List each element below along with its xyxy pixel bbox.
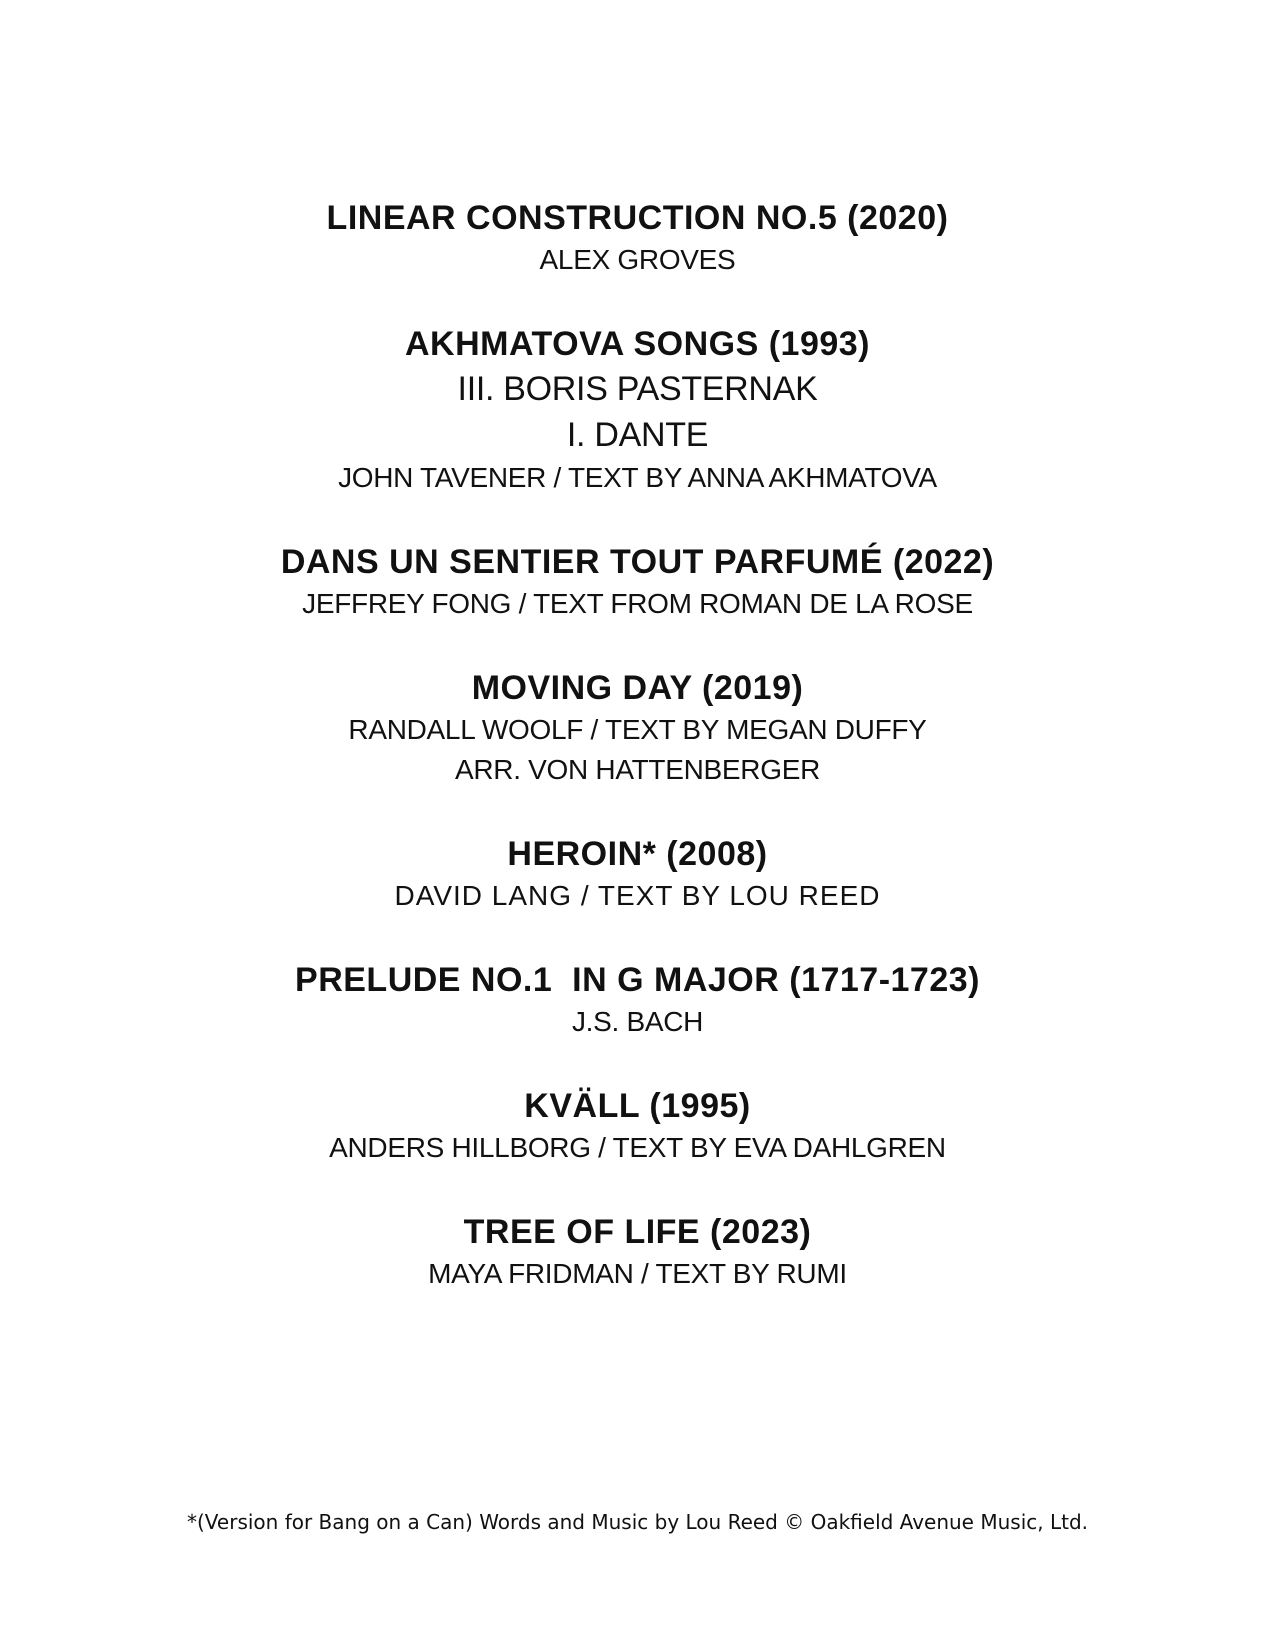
piece-title: LINEAR CONSTRUCTION NO.5 (2020) xyxy=(326,199,949,237)
composer-credit: RANDALL WOOLF / TEXT BY MEGAN DUFFY xyxy=(348,714,927,745)
piece-title: AKHMATOVA SONGS (1993) xyxy=(404,325,871,363)
piece-title: DANS UN SENTIER TOUT PARFUMÉ (2022) xyxy=(280,543,995,581)
program-item-linear-construction xyxy=(0,196,1275,280)
movement-title: III. BORIS PASTERNAK xyxy=(457,370,818,408)
program-item-heroin xyxy=(0,832,1275,916)
arranger-credit: ARR. VON HATTENBERGER xyxy=(454,754,820,785)
program-item-prelude-no1 xyxy=(0,958,1275,1042)
program-list xyxy=(0,196,1275,1336)
composer-credit: JEFFREY FONG / TEXT FROM ROMAN DE LA ROSE xyxy=(302,588,973,619)
composer-credit: ALEX GROVES xyxy=(539,244,736,275)
program-item-dans-un-sentier xyxy=(0,540,1275,624)
footnote: *(Version for Bang on a Can) Words and Music by Lou Reed © Oakfield Avenue Music, Ltd. xyxy=(186,1510,1088,1534)
composer-credit: J.S. BACH xyxy=(571,1006,704,1037)
movement-title: I. DANTE xyxy=(566,416,709,454)
piece-title: KVÄLL (1995) xyxy=(524,1087,751,1125)
piece-title: MOVING DAY (2019) xyxy=(471,669,804,707)
program-item-moving-day xyxy=(0,666,1275,790)
composer-credit: ANDERS HILLBORG / TEXT BY EVA DAHLGREN xyxy=(329,1132,946,1163)
piece-title: PRELUDE NO.1 IN G MAJOR (1717-1723) xyxy=(295,961,980,999)
composer-credit: DAVID LANG / TEXT BY LOU REED xyxy=(394,880,881,911)
piece-title: HEROIN* (2008) xyxy=(507,835,768,873)
program-item-kvall xyxy=(0,1084,1275,1168)
piece-title: TREE OF LIFE (2023) xyxy=(463,1213,812,1251)
composer-credit: JOHN TAVENER / TEXT BY ANNA AKHMATOVA xyxy=(338,462,937,493)
program-item-akhmatova-songs xyxy=(0,322,1275,498)
program-item-tree-of-life xyxy=(0,1210,1275,1294)
composer-credit: MAYA FRIDMAN / TEXT BY RUMI xyxy=(428,1258,847,1289)
